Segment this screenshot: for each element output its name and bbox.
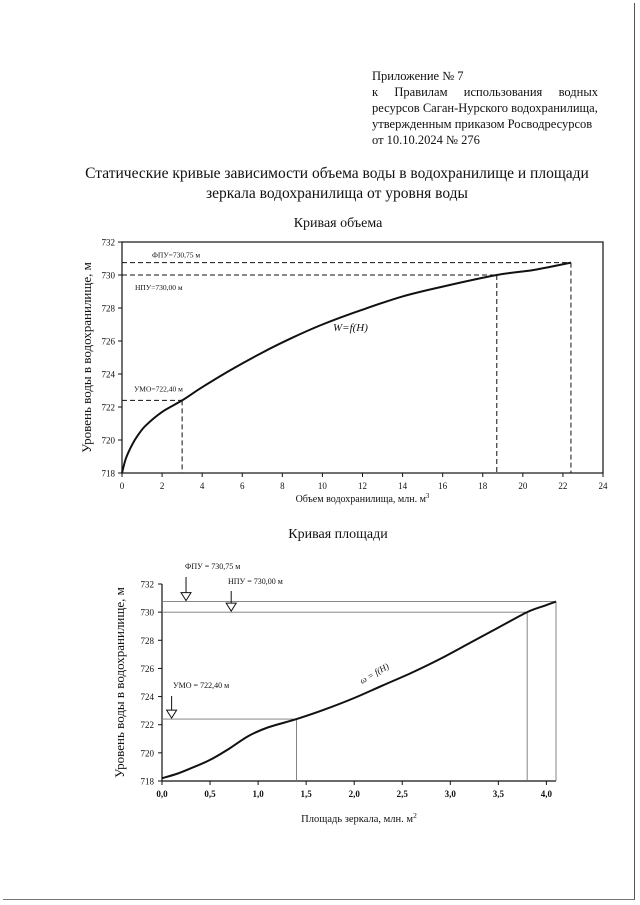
volume-x-tick-label: 16 (438, 481, 448, 491)
volume-x-axis-label-sup: 3 (425, 492, 430, 500)
area-y-tick-label: 718 (140, 776, 154, 787)
volume-curve-label: W=f(H) (333, 322, 368, 334)
area-level-arrow-head (226, 603, 236, 611)
area-y-axis-label: Уровень воды в водохранилище, м (112, 587, 127, 778)
area-y-tick-label: 720 (140, 748, 154, 759)
volume-x-tick-label: 24 (598, 481, 608, 491)
area-y-tick-label: 722 (140, 720, 154, 731)
area-x-tick-label: 1,0 (252, 789, 264, 799)
volume-x-tick-label: 8 (280, 481, 285, 491)
volume-y-tick-label: 720 (101, 435, 115, 446)
volume-level-label: УМО=722,40 м (134, 384, 183, 394)
area-x-tick-label: 1,5 (300, 789, 312, 799)
area-x-tick-label: 3,0 (444, 789, 456, 799)
appendix-approved-line: утвержденным приказом Росводресурсов (372, 117, 593, 131)
volume-y-tick-label: 726 (101, 336, 115, 347)
area-chart-title: Кривая площади (288, 527, 388, 542)
appendix-number: Приложение № 7 (372, 69, 464, 83)
volume-level-label: НПУ=730,00 м (135, 283, 183, 292)
volume-x-tick-label: 22 (558, 481, 568, 491)
volume-x-tick-label: 18 (478, 481, 488, 491)
volume-level-label: ФПУ=730,75 м (152, 250, 201, 260)
area-y-tick-label: 728 (140, 635, 154, 646)
volume-y-tick-label: 732 (101, 237, 115, 248)
volume-curve (122, 263, 571, 473)
appendix-rules-line: к Правилам использования водных (372, 85, 598, 99)
document-title-line-1: Статические кривые зависимости объема воды в водохранилище и площади (85, 165, 589, 182)
area-x-axis-label-sup: 2 (413, 811, 417, 820)
volume-y-axis-label: Уровень воды в водохранилище, м (79, 262, 94, 453)
volume-x-tick-label: 14 (398, 481, 408, 491)
area-level-arrow-head (167, 710, 177, 718)
area-y-tick-label: 726 (140, 663, 154, 674)
area-x-tick-label: 2,0 (348, 789, 360, 799)
appendix-reservoir-line: ресурсов Саган-Нурского водохранилища, (372, 101, 598, 115)
area-level-arrow-head (181, 593, 191, 601)
volume-chart-title: Кривая объема (293, 216, 383, 231)
volume-x-tick-label: 6 (240, 481, 245, 491)
volume-x-axis-label: Объем водохранилища, млн. $м^3$ (295, 492, 430, 505)
volume-y-tick-label: 724 (101, 369, 115, 380)
area-level-label: УМО = 722,40 м (173, 681, 230, 690)
volume-x-tick-label: 0 (119, 481, 125, 491)
volume-x-tick-label: 10 (317, 481, 327, 491)
document-title-line-2: зеркала водохранилища от уровня воды (206, 185, 468, 202)
area-y-tick-label: 732 (140, 579, 154, 590)
volume-x-tick-label: 12 (358, 481, 367, 491)
volume-y-tick-label: 718 (101, 468, 115, 479)
appendix-order-line: от 10.10.2024 № 276 (372, 133, 480, 147)
area-y-tick-label: 724 (140, 692, 154, 703)
area-x-axis-label: Площадь зеркала, млн. $м^2$ (301, 811, 417, 825)
area-x-tick-label: 4,0 (540, 789, 553, 799)
volume-x-tick-label: 2 (159, 481, 165, 491)
area-level-label: НПУ = 730,00 м (228, 577, 283, 586)
area-level-label: ФПУ = 730,75 м (185, 562, 241, 571)
volume-y-tick-label: 728 (101, 303, 115, 314)
area-y-tick-label: 730 (140, 607, 154, 618)
volume-x-tick-label: 4 (199, 481, 205, 491)
volume-y-tick-label: 722 (101, 402, 115, 413)
volume-x-tick-label: 20 (518, 481, 528, 491)
area-curve-label: ω = f(H) (358, 661, 391, 686)
area-x-tick-label: 0,0 (156, 789, 168, 799)
volume-plot-frame (122, 242, 603, 473)
area-x-tick-label: 3,5 (492, 789, 504, 799)
area-x-tick-label: 2,5 (396, 789, 408, 799)
volume-y-tick-label: 730 (101, 270, 115, 281)
area-x-tick-label: 0,5 (204, 789, 216, 799)
